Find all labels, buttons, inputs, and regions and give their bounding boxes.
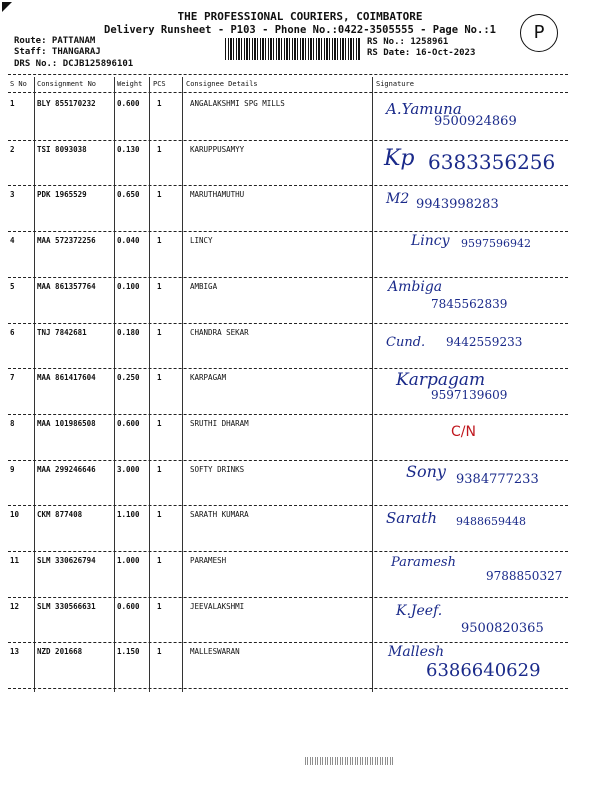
column-divider bbox=[34, 77, 35, 692]
row-sno: 10 bbox=[10, 510, 20, 520]
row-consignment-no: MAA 101986508 bbox=[37, 418, 96, 428]
row-phone: 6386640629 bbox=[426, 660, 541, 682]
row-divider bbox=[8, 414, 568, 415]
row-divider bbox=[8, 231, 568, 232]
column-divider bbox=[114, 77, 115, 692]
col-header-consignee: Consignee Details bbox=[186, 80, 258, 88]
row-pcs: 1 bbox=[157, 418, 162, 428]
col-header-signature: Signature bbox=[376, 80, 414, 88]
row-signature: K.Jeef. bbox=[396, 602, 443, 619]
row-phone: 9597596942 bbox=[461, 237, 531, 251]
row-phone: 9788850327 bbox=[486, 569, 563, 583]
row-consignee: MALLESWARAN bbox=[190, 647, 240, 657]
row-sno: 5 bbox=[10, 281, 15, 291]
row-phone: 9442559233 bbox=[446, 334, 523, 349]
row-pcs: 1 bbox=[157, 647, 162, 657]
row-weight: 0.100 bbox=[117, 281, 140, 291]
row-phone: 9500820365 bbox=[461, 620, 544, 636]
row-phone: 9488659448 bbox=[456, 515, 526, 529]
row-sno: 11 bbox=[10, 556, 20, 565]
row-consignment-no: MAA 861357764 bbox=[37, 281, 96, 291]
column-divider bbox=[149, 77, 150, 692]
row-weight: 0.180 bbox=[117, 327, 140, 337]
row-divider bbox=[8, 323, 568, 324]
row-divider bbox=[8, 642, 568, 643]
row-divider bbox=[8, 140, 568, 141]
row-divider bbox=[8, 368, 568, 369]
row-consignee: AMBIGA bbox=[190, 281, 218, 291]
row-signature: Paramesh bbox=[391, 555, 456, 570]
row-consignee: JEEVALAKSHMI bbox=[190, 601, 245, 611]
row-consignment-no: MAA 861417604 bbox=[37, 373, 96, 383]
row-pcs: 1 bbox=[157, 556, 162, 565]
row-signature: A.Yamuna bbox=[386, 100, 462, 118]
row-sno: 2 bbox=[10, 144, 15, 154]
table-top-rule bbox=[8, 74, 568, 75]
row-signature: M2 bbox=[386, 191, 410, 208]
row-pcs: 1 bbox=[157, 510, 162, 520]
row-consignee: ANGALAKSHMI SPG MILLS bbox=[190, 99, 285, 108]
column-divider bbox=[182, 77, 183, 692]
row-consignment-no: TSI 8093038 bbox=[37, 144, 87, 154]
row-divider bbox=[8, 185, 568, 186]
row-pcs: 1 bbox=[157, 281, 162, 291]
row-weight: 0.040 bbox=[117, 236, 140, 246]
row-consignment-no: NZD 201668 bbox=[37, 647, 83, 657]
rs-number: RS No.: 1258961 bbox=[367, 37, 449, 47]
row-signature: Karpagam bbox=[396, 370, 486, 391]
row-weight: 0.600 bbox=[117, 601, 140, 611]
runsheet-subtitle: Delivery Runsheet - P103 - Phone No.:0422-3505555 - Page No.:1 bbox=[104, 24, 496, 36]
row-weight: 1.000 bbox=[117, 556, 140, 565]
row-sno: 7 bbox=[10, 373, 15, 383]
row-phone: 9500924869 bbox=[434, 114, 517, 129]
row-weight: 0.250 bbox=[117, 373, 140, 383]
row-phone: 9943998283 bbox=[416, 197, 499, 213]
row-signature: C/N bbox=[451, 423, 476, 440]
row-consignee: CHANDRA SEKAR bbox=[190, 327, 249, 337]
row-weight: 0.600 bbox=[117, 418, 140, 428]
row-consignment-no: BLY 855170232 bbox=[37, 99, 96, 108]
col-header-sno: S No bbox=[10, 80, 27, 88]
col-header-pcs: PCS bbox=[153, 80, 166, 88]
drs-label: DRS No.: DCJB125896101 bbox=[14, 59, 134, 69]
row-divider bbox=[8, 551, 568, 552]
row-consignment-no: PDK 1965529 bbox=[37, 190, 87, 200]
row-consignment-no: SLM 330626794 bbox=[37, 556, 96, 565]
row-signature: Ambiga bbox=[388, 278, 443, 295]
row-consignment-no: SLM 330566631 bbox=[37, 601, 96, 611]
row-phone: 9597139609 bbox=[431, 388, 508, 403]
row-divider bbox=[8, 688, 568, 689]
row-signature: Sarath bbox=[386, 509, 438, 528]
row-weight: 1.150 bbox=[117, 647, 140, 657]
row-sno: 12 bbox=[10, 601, 20, 611]
row-pcs: 1 bbox=[157, 464, 162, 474]
row-phone: 7845562839 bbox=[431, 296, 508, 311]
row-pcs: 1 bbox=[157, 144, 162, 154]
row-pcs: 1 bbox=[157, 373, 162, 383]
row-divider bbox=[8, 505, 568, 506]
row-consignee: LINCY bbox=[190, 236, 213, 246]
row-weight: 1.100 bbox=[117, 510, 140, 520]
col-header-consignment: Consignment No bbox=[37, 80, 97, 88]
row-sno: 13 bbox=[10, 647, 20, 657]
row-pcs: 1 bbox=[157, 99, 162, 108]
row-consignee: SOFTY DRINKS bbox=[190, 464, 245, 474]
staff-label: Staff: THANGARAJ bbox=[14, 47, 101, 57]
row-signature: Sony bbox=[406, 461, 446, 481]
row-signature: Cund. bbox=[386, 334, 426, 350]
column-divider bbox=[372, 77, 373, 692]
route-label: Route: PATTANAM bbox=[14, 36, 96, 46]
row-weight: 0.650 bbox=[117, 190, 140, 200]
row-sno: 6 bbox=[10, 327, 15, 337]
row-consignee: PARAMESH bbox=[190, 556, 227, 565]
row-pcs: 1 bbox=[157, 190, 162, 200]
row-phone: 9384777233 bbox=[456, 471, 539, 487]
row-sno: 8 bbox=[10, 418, 15, 428]
row-signature: Mallesh bbox=[388, 644, 445, 661]
row-divider bbox=[8, 597, 568, 598]
row-signature: Lincy bbox=[411, 233, 450, 250]
row-pcs: 1 bbox=[157, 236, 162, 246]
footer-barcode bbox=[305, 757, 395, 765]
row-divider bbox=[8, 460, 568, 461]
row-consignee: SARATH KUMARA bbox=[190, 510, 249, 520]
row-weight: 0.130 bbox=[117, 144, 140, 154]
row-sno: 9 bbox=[10, 464, 15, 474]
row-divider bbox=[8, 277, 568, 278]
row-sno: 4 bbox=[10, 236, 15, 246]
row-consignment-no: MAA 572372256 bbox=[37, 236, 96, 246]
row-weight: 3.000 bbox=[117, 464, 140, 474]
rs-date: RS Date: 16-Oct-2023 bbox=[367, 48, 476, 58]
row-consignment-no: MAA 299246646 bbox=[37, 464, 96, 474]
row-consignment-no: CKM 877408 bbox=[37, 510, 83, 520]
barcode bbox=[225, 38, 360, 60]
row-pcs: 1 bbox=[157, 601, 162, 611]
row-consignment-no: TNJ 7842681 bbox=[37, 327, 87, 337]
page-stamp: P bbox=[520, 14, 558, 52]
row-pcs: 1 bbox=[157, 327, 162, 337]
header-rule bbox=[8, 92, 568, 93]
row-consignee: SRUTHI DHARAM bbox=[190, 418, 249, 428]
row-consignee: MARUTHAMUTHU bbox=[190, 190, 245, 200]
row-consignee: KARUPPUSAMYY bbox=[190, 144, 245, 154]
row-weight: 0.600 bbox=[117, 99, 140, 108]
row-sno: 3 bbox=[10, 190, 15, 200]
col-header-weight: Weight bbox=[117, 80, 143, 88]
row-sno: 1 bbox=[10, 99, 15, 108]
row-consignee: KARPAGAM bbox=[190, 373, 227, 383]
company-title: THE PROFESSIONAL COURIERS, COIMBATORE bbox=[177, 10, 423, 23]
row-phone: 6383356256 bbox=[428, 149, 556, 174]
row-signature: Kp bbox=[384, 145, 415, 171]
